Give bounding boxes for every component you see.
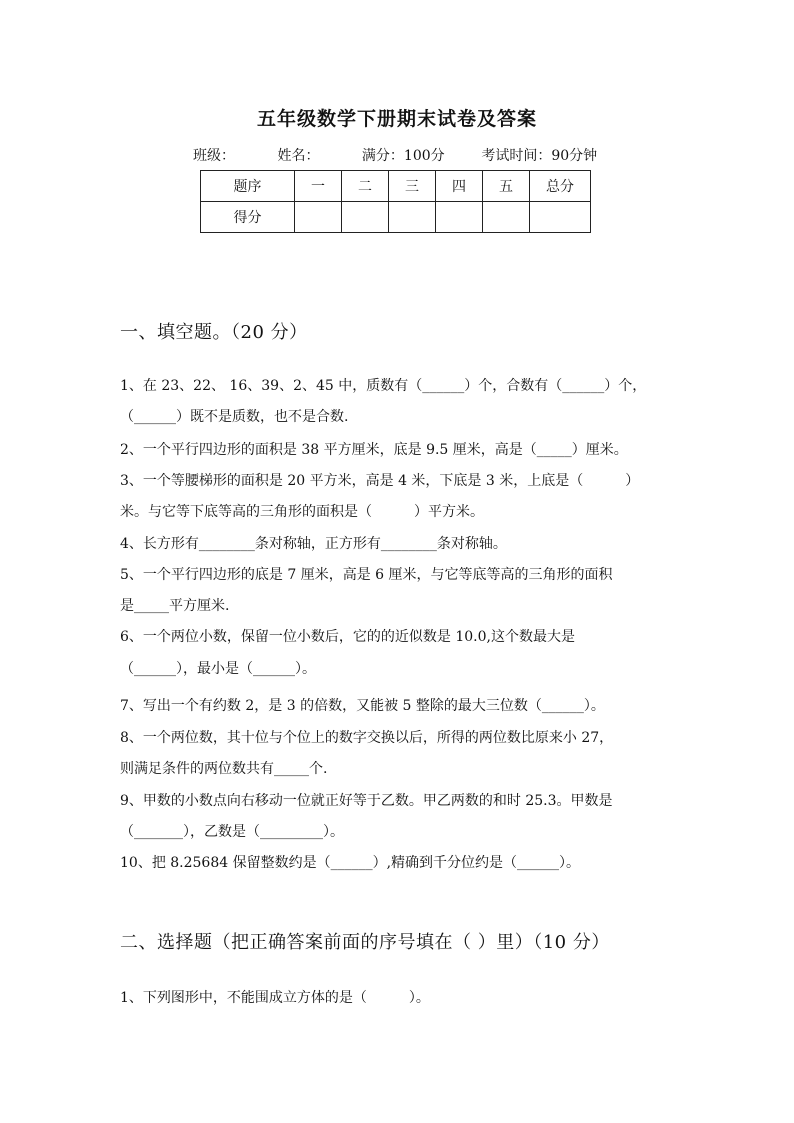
question-line: （______），最小是（______）。: [120, 661, 316, 677]
score-table: [200, 170, 591, 233]
question-line: 9、甲数的小数点向右移动一位就正好等于乙数。甲乙两数的和时 25.3。甲数是: [120, 793, 613, 809]
question-line: 1、在 23、22、 16、39、2、45 中，质数有（______）个，合数有（______）个，: [120, 378, 647, 394]
question-line: 10、把 8.25684 保留整数约是（______）,精确到千分位约是（______）。: [120, 855, 581, 871]
score-table-header-row: [201, 171, 591, 202]
score-cell[interactable]: [389, 202, 436, 233]
score-table-header-cell: 三: [389, 171, 436, 202]
score-table-header-cell: 二: [342, 171, 389, 202]
question-line: 8、一个两位数，其十位与个位上的数字交换以后，所得的两位数比原来小 27，: [120, 730, 614, 746]
score-table-score-row: [201, 202, 591, 233]
full-score: 满分：100分: [361, 148, 445, 164]
score-cell[interactable]: [483, 202, 530, 233]
exam-info: [193, 145, 597, 165]
score-table-header-cell: 四: [436, 171, 483, 202]
question-line: 米。与它等下底等高的三角形的面积是（ ）平方米。: [120, 504, 484, 520]
question-line: 7、写出一个有约数 2，是 3 的倍数，又能被 5 整除的最大三位数（______）。: [120, 698, 605, 714]
score-cell[interactable]: [530, 202, 591, 233]
question-line: 则满足条件的两位数共有_____个.: [120, 761, 328, 777]
question-line: 2、一个平行四边形的面积是 38 平方厘米，底是 9.5 厘米，高是（_____）厘米。: [120, 442, 628, 458]
score-table-header-cell: 总分: [530, 171, 591, 202]
name-label: 姓名：: [277, 148, 320, 164]
class-label: 班级：: [193, 148, 235, 164]
question-line: 6、一个两位小数，保留一位小数后，它的的近似数是 10.0,这个数最大是: [120, 629, 575, 645]
score-cell[interactable]: [342, 202, 389, 233]
score-cell[interactable]: [295, 202, 342, 233]
question-line: （______）既不是质数，也不是合数.: [120, 409, 349, 425]
score-table-header-cell: 题序: [201, 171, 295, 202]
score-table-header-cell: 一: [295, 171, 342, 202]
question-line: （_______），乙数是（_________）。: [120, 824, 344, 840]
question-line: 3、一个等腰梯形的面积是 20 平方米，高是 4 米，下底是 3 米，上底是（ ）: [120, 473, 640, 489]
exam-time: 考试时间：90分钟: [481, 148, 598, 164]
question-line: 是_____平方厘米.: [120, 598, 230, 614]
section-heading: 二、选择题（把正确答案前面的序号填在（ ）里）（10 分）: [120, 932, 610, 953]
question-line: 1、下列图形中，不能围成立方体的是（ ）。: [120, 990, 430, 1006]
score-cell[interactable]: [436, 202, 483, 233]
score-row-label: 得分: [201, 202, 295, 233]
question-line: 4、长方形有________条对称轴，正方形有________条对称轴。: [120, 536, 507, 552]
score-table-header-cell: 五: [483, 171, 530, 202]
section-heading: 一、填空题。（20 分）: [120, 322, 308, 343]
question-line: 5、一个平行四边形的底是 7 厘米，高是 6 厘米，与它等底等高的三角形的面积: [120, 567, 613, 583]
page-title: 五年级数学下册期末试卷及答案: [256, 108, 537, 130]
